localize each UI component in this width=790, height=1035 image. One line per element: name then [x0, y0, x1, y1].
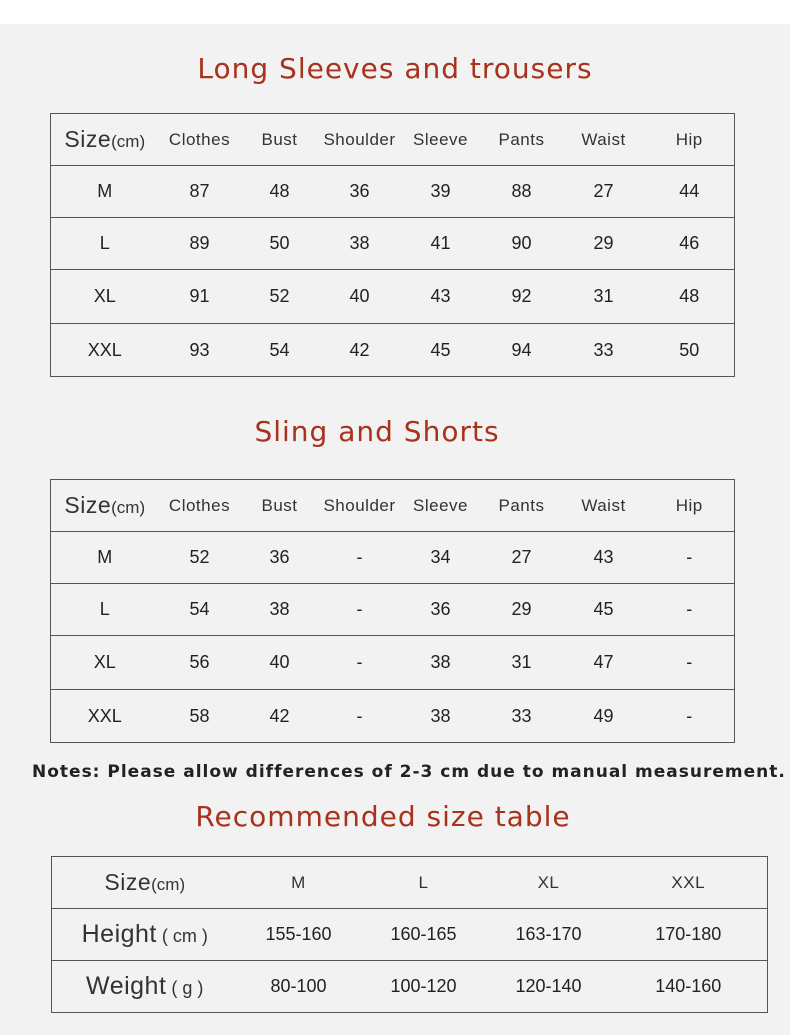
column-header: Clothes	[159, 114, 241, 166]
size-cell: M	[51, 532, 159, 584]
column-header: Pants	[481, 480, 563, 532]
table-cell: 56	[159, 636, 241, 690]
table-cell: 42	[269, 705, 290, 726]
size-unit: (cm)	[111, 498, 146, 517]
table-row	[52, 961, 768, 1013]
table-cell: 39	[401, 166, 481, 218]
table-row	[51, 690, 735, 743]
table-row	[51, 324, 735, 377]
table-row	[51, 270, 735, 324]
table-cell: 29	[563, 218, 645, 270]
table-cell: 49	[593, 705, 614, 726]
size-cell: L	[51, 584, 159, 636]
table-cell: 40	[241, 636, 319, 690]
table-cell: 170-180	[610, 909, 768, 961]
table-row	[51, 218, 735, 270]
table-cell: 54	[269, 339, 290, 360]
table-cell: 42	[349, 339, 370, 360]
table-row	[51, 166, 735, 218]
table-cell: 120-140	[515, 976, 582, 996]
column-header: M	[238, 857, 360, 909]
column-header: Shoulder	[319, 114, 401, 166]
table-cell: 34	[401, 532, 481, 584]
table-cell: 58	[189, 705, 210, 726]
size-header	[52, 857, 238, 909]
table-cell: 47	[563, 636, 645, 690]
table-cell: 94	[511, 339, 532, 360]
table-cell: 52	[159, 532, 241, 584]
table-cell: 48	[241, 166, 319, 218]
table-cell: 163-170	[488, 909, 610, 961]
table-cell: 160-165	[360, 909, 488, 961]
column-header: Shoulder	[319, 480, 401, 532]
table-cell: 54	[159, 584, 241, 636]
measurement-note: Notes: Please allow differences of 2-3 cm due to manual measurement.	[32, 762, 786, 782]
column-header: Sleeve	[401, 480, 481, 532]
row-label: Weight	[86, 972, 167, 1000]
table-cell: 43	[401, 270, 481, 324]
recommended-title: Recommended size table	[195, 800, 571, 833]
table-cell: 44	[645, 166, 735, 218]
column-header: Sleeve	[401, 114, 481, 166]
size-cell: XL	[51, 636, 159, 690]
column-header: Waist	[563, 114, 645, 166]
table-cell: -	[319, 532, 401, 584]
table-cell: 33	[593, 339, 614, 360]
size-unit: (cm)	[151, 875, 186, 894]
table-cell: 33	[511, 705, 532, 726]
table-cell: 90	[481, 218, 563, 270]
table-cell: 89	[159, 218, 241, 270]
table-cell: 155-160	[238, 909, 360, 961]
recommended-size-table	[51, 856, 768, 1013]
long-sleeves-title: Long Sleeves and trousers	[197, 52, 593, 85]
table-cell: 38	[430, 705, 451, 726]
table-cell: 38	[319, 218, 401, 270]
size-cell: XXL	[87, 705, 122, 726]
column-header: Hip	[645, 114, 735, 166]
table-cell: 91	[159, 270, 241, 324]
long-sleeves-size-table	[50, 113, 735, 377]
size-cell: XL	[51, 270, 159, 324]
table-row	[52, 909, 768, 961]
table-cell: 46	[645, 218, 735, 270]
table-cell: 41	[401, 218, 481, 270]
row-unit: ( cm )	[161, 926, 208, 946]
table-cell: 45	[430, 339, 451, 360]
table-cell: 80-100	[270, 976, 327, 996]
table-cell: 31	[563, 270, 645, 324]
table-cell: 92	[481, 270, 563, 324]
size-cell: XXL	[87, 339, 122, 360]
column-header: L	[360, 857, 488, 909]
table-cell: -	[645, 636, 735, 690]
table-header-row	[51, 480, 735, 532]
column-header: Pants	[481, 114, 563, 166]
table-row	[51, 584, 735, 636]
table-cell: 31	[481, 636, 563, 690]
size-header	[51, 114, 159, 166]
table-header-row	[51, 114, 735, 166]
table-cell: 36	[319, 166, 401, 218]
table-cell: 100-120	[390, 976, 457, 996]
table-cell: 29	[481, 584, 563, 636]
table-cell: -	[645, 532, 735, 584]
row-unit: ( g )	[171, 978, 204, 998]
table-row	[51, 636, 735, 690]
column-header: Clothes	[159, 480, 241, 532]
table-cell: 87	[159, 166, 241, 218]
row-label: Height	[81, 920, 157, 948]
table-cell: 27	[481, 532, 563, 584]
table-cell: -	[319, 636, 401, 690]
table-cell: 40	[319, 270, 401, 324]
table-cell: 36	[401, 584, 481, 636]
row-label-cell	[52, 909, 238, 961]
table-header-row	[52, 857, 768, 909]
column-header: Waist	[563, 480, 645, 532]
size-cell: L	[51, 218, 159, 270]
size-cell: M	[51, 166, 159, 218]
top-band	[0, 0, 790, 24]
column-header: XL	[488, 857, 610, 909]
table-cell: 50	[679, 339, 700, 360]
size-word: Size	[104, 869, 152, 895]
sling-shorts-size-table	[50, 479, 735, 743]
table-cell: 140-160	[655, 976, 722, 996]
column-header: XXL	[610, 857, 768, 909]
table-cell: 36	[241, 532, 319, 584]
table-cell: -	[686, 705, 693, 726]
table-cell: -	[645, 584, 735, 636]
table-row	[51, 532, 735, 584]
column-header: Hip	[645, 480, 735, 532]
column-header: Bust	[241, 480, 319, 532]
table-cell: 27	[563, 166, 645, 218]
table-cell: 52	[241, 270, 319, 324]
column-header: Bust	[241, 114, 319, 166]
table-cell: 43	[563, 532, 645, 584]
size-word: Size	[64, 126, 112, 152]
table-cell: 88	[481, 166, 563, 218]
table-cell: 93	[189, 339, 210, 360]
sling-shorts-title: Sling and Shorts	[254, 415, 500, 448]
size-unit: (cm)	[111, 132, 146, 151]
size-word: Size	[64, 492, 112, 518]
table-cell: 45	[563, 584, 645, 636]
table-cell: 48	[645, 270, 735, 324]
table-cell: 38	[241, 584, 319, 636]
table-cell: 38	[401, 636, 481, 690]
table-cell: 50	[241, 218, 319, 270]
row-label-cell	[52, 961, 238, 1013]
table-cell: -	[356, 705, 363, 726]
size-header	[51, 480, 159, 532]
table-cell: -	[319, 584, 401, 636]
